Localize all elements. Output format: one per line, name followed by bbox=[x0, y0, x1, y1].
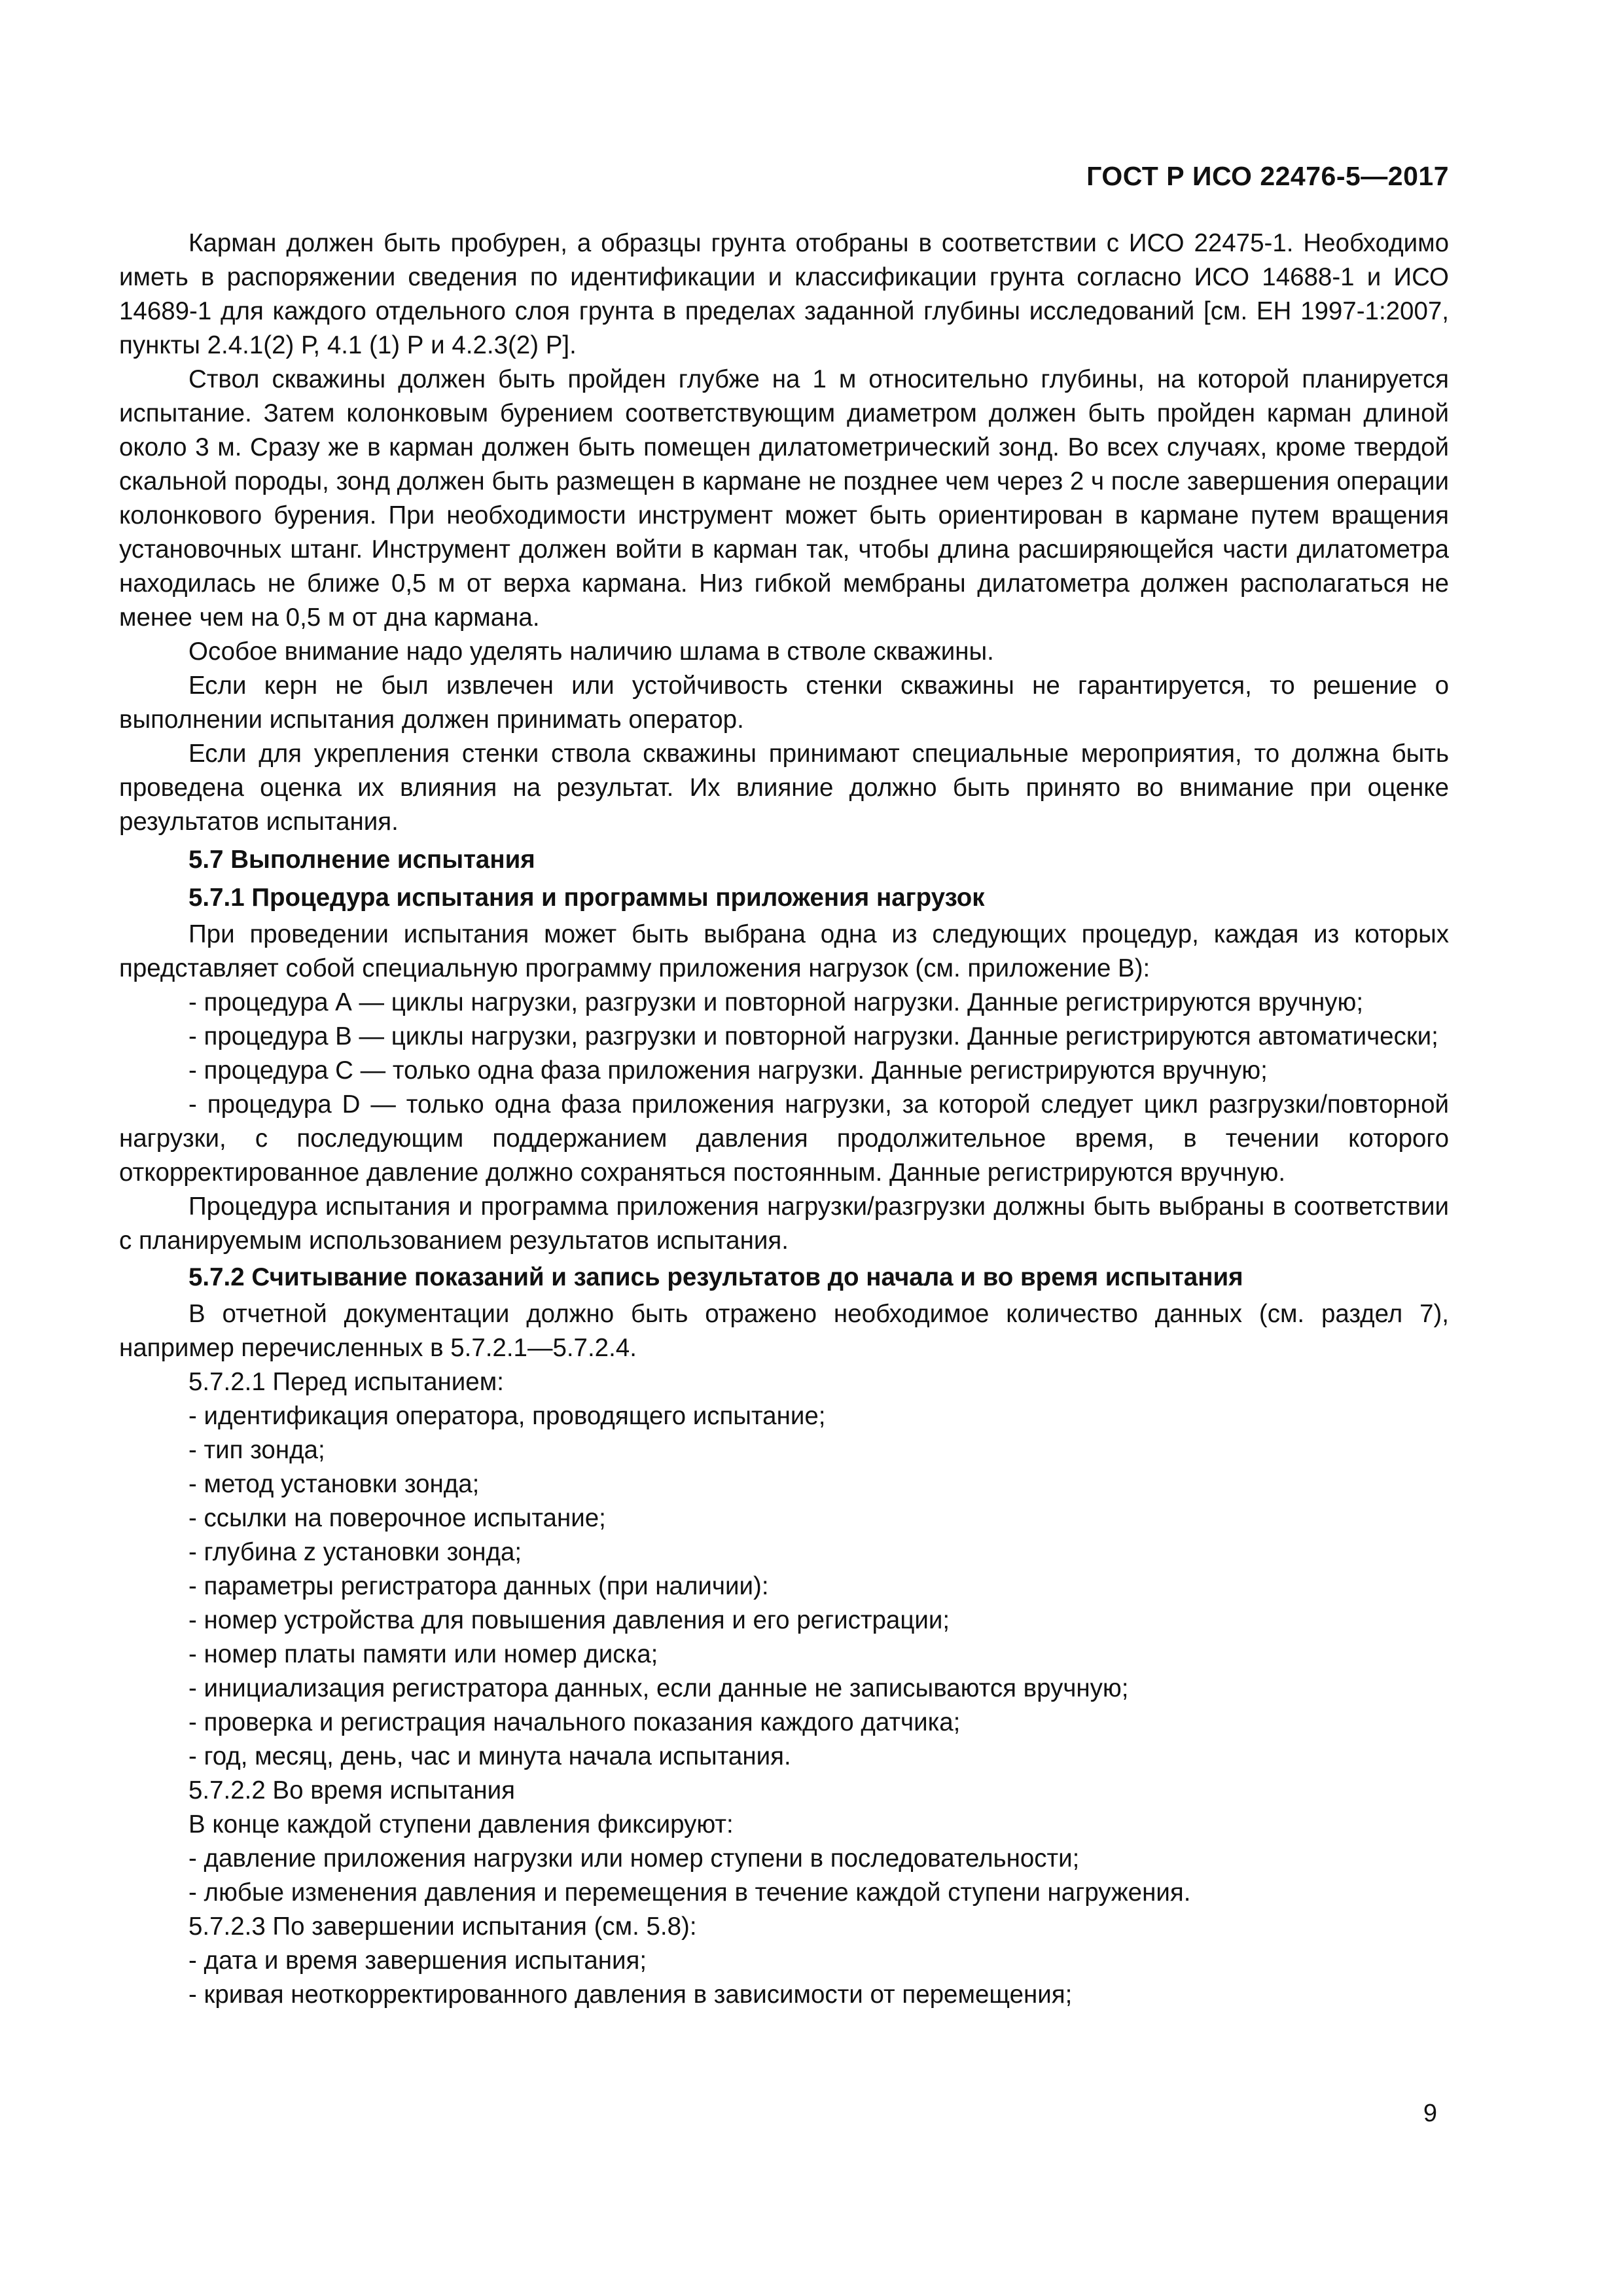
list-item: - номер устройства для повышения давления и его регистрации; bbox=[188, 1606, 950, 1634]
procedure-item-a: - процедура А — циклы нагрузки, разгрузки и повторной нагрузки. Данные регистрируются вручную; bbox=[188, 988, 1364, 1016]
list-item: - номер платы памяти или номер диска; bbox=[188, 1640, 658, 1668]
list-item: - идентификация оператора, проводящего испытание; bbox=[188, 1402, 826, 1430]
section-heading-5-7-2: 5.7.2 Считывание показаний и запись результатов до начала и во время испытания bbox=[188, 1263, 1243, 1291]
list-item: - любые изменения давления и перемещения в течение каждой ступени нагружения. bbox=[188, 1878, 1191, 1907]
paragraph: Ствол скважины должен быть пройден глубже на 1 м относительно глубины, на которой планируется испытание. Затем колонковым бурением соответствующим диаметром должен быть пройден карман длиной около 3 м. Сразу же в карман должен быть помещен дилатометрический зонд. Во всех случаях, кроме твердой скальной породы, зонд должен быть размещен в кармане не позднее чем через 2 ч после завершения операции колонкового бурения. При необходимости инструмент может быть ориентирован в кармане путем вращения установочных штанг. Инструмент должен войти в карман так, чтобы длина расширяющейся части дилатометра находилась не ближе 0,5 м от верха кармана. Низ гибкой мембраны дилатометра должен располагаться не менее чем на 0,5 м от дна кармана. bbox=[119, 365, 1449, 632]
paragraph: Если керн не был извлечен или устойчивость стенки скважины не гарантируется, то решение о выполнении испытания должен принимать оператор. bbox=[119, 672, 1449, 734]
paragraph: Карман должен быть пробурен, а образцы грунта отобраны в соответствии с ИСО 22475-1. Необходимо иметь в распоряжении сведения по идентификации и классификации грунта согласно ИСО 14688-1 и ИСО 14689-1 для каждого отдельного слоя грунта в пределах заданной глубины исследований [см. ЕН 1997-1:2007, пункты 2.4.1(2) Р, 4.1 (1) Р и 4.2.3(2) Р]. bbox=[119, 229, 1449, 359]
paragraph: Особое внимание надо уделять наличию шлама в стволе скважины. bbox=[188, 637, 994, 666]
section-heading-5-7: 5.7 Выполнение испытания bbox=[188, 846, 535, 874]
list-item: - инициализация регистратора данных, если данные не записываются вручную; bbox=[188, 1674, 1129, 1702]
list-item: - ссылки на поверочное испытание; bbox=[188, 1504, 606, 1532]
list-item: - год, месяц, день, час и минута начала испытания. bbox=[188, 1742, 791, 1770]
paragraph: Процедура испытания и программа приложения нагрузки/разгрузки должны быть выбраны в соответствии с планируемым использованием результатов испытания. bbox=[119, 1193, 1449, 1255]
list-item: - тип зонда; bbox=[188, 1436, 325, 1464]
list-item: - кривая неоткорректированного давления в зависимости от перемещения; bbox=[188, 1981, 1073, 2009]
document-body bbox=[119, 226, 1449, 2012]
list-item: - метод установки зонда; bbox=[188, 1470, 480, 1498]
subsection-5-7-2-3: 5.7.2.3 По завершении испытания (см. 5.8): bbox=[188, 1912, 697, 1941]
procedure-item-c: - процедура С — только одна фаза приложения нагрузки. Данные регистрируются вручную; bbox=[188, 1056, 1268, 1085]
subsection-5-7-2-1: 5.7.2.1 Перед испытанием: bbox=[188, 1368, 504, 1396]
section-heading-5-7-1: 5.7.1 Процедура испытания и программы приложения нагрузок bbox=[188, 884, 985, 912]
paragraph: В отчетной документации должно быть отражено необходимое количество данных (см. раздел 7), например перечисленных в 5.7.2.1—5.7.2.4. bbox=[119, 1300, 1449, 1362]
paragraph: Если для укрепления стенки ствола скважины принимают специальные мероприятия, то должна быть проведена оценка их влияния на результат. Их влияние должно быть принято во внимание при оценке результатов испытания. bbox=[119, 740, 1449, 836]
page-number: 9 bbox=[1423, 2100, 1437, 2127]
paragraph: В конце каждой ступени давления фиксируют: bbox=[188, 1810, 734, 1839]
list-item: - параметры регистратора данных (при наличии): bbox=[188, 1572, 769, 1600]
subsection-5-7-2-2: 5.7.2.2 Во время испытания bbox=[188, 1776, 516, 1804]
list-item: - проверка и регистрация начального показания каждого датчика; bbox=[188, 1708, 961, 1736]
list-item: - давление приложения нагрузки или номер ступени в последовательности; bbox=[188, 1844, 1080, 1873]
procedure-item-b: - процедура В — циклы нагрузки, разгрузки и повторной нагрузки. Данные регистрируются автоматически; bbox=[188, 1022, 1438, 1050]
procedure-item-d: - процедура D — только одна фаза приложения нагрузки, за которой следует цикл разгрузки/повторной нагрузки, с последующим поддержанием давления продолжительное время, в течении которого откорректированное давление должно сохраняться постоянным. Данные регистрируются вручную. bbox=[119, 1090, 1449, 1187]
list-item: - дата и время завершения испытания; bbox=[188, 1946, 647, 1975]
page-header-standard-id: ГОСТ Р ИСО 22476-5—2017 bbox=[1086, 161, 1449, 191]
paragraph: При проведении испытания может быть выбрана одна из следующих процедур, каждая из которых представляет собой специальную программу приложения нагрузок (см. приложение В): bbox=[119, 920, 1449, 982]
list-item: - глубина z установки зонда; bbox=[188, 1538, 522, 1566]
